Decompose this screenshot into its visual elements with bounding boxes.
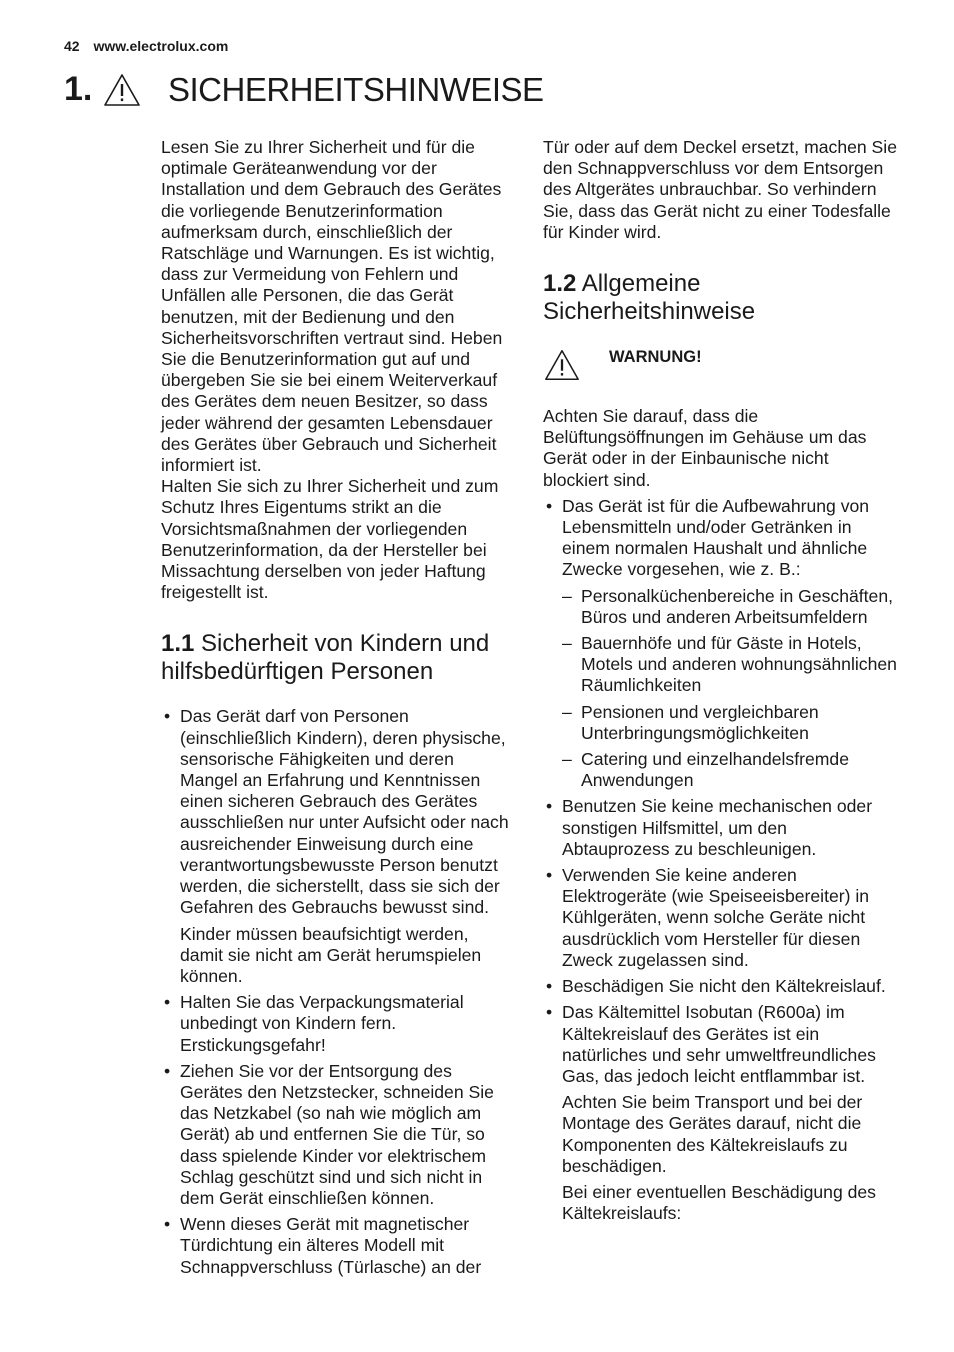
section-1-2-title: Allgemeine Sicherheitshinweise <box>543 270 756 326</box>
list-item-text: • Ziehen Sie vor der Entsorgung des Gerätes den Netzstecker, schneiden Sie das Netzkabel (so nah wie möglich am Gerät) ab und entfernen Sie die Tür, so dass spielende Kinder vor elektrischem Schlag geschützt sind und sich nicht in dem Gerät einschließen können. <box>180 1060 494 1208</box>
section-1-2-number: 1.2 <box>543 270 577 298</box>
sub-list-item: – Personalküchenbereiche in Geschäften, Büros und anderen Arbeitsumfeldern <box>562 586 897 628</box>
list-item-extra: Bei einer eventuellen Beschädigung des Kältekreislaufs: <box>562 1181 876 1224</box>
chapter-heading <box>64 70 544 109</box>
intro-paragraph-2: Halten Sie sich zu Ihrer Sicherheit und zum Schutz Ihres Eigentums strikt an die Vorsichtsmaßnahmen der vorliegenden Benutzerinformation, da der Hersteller bei Missachtung derselben von jeder Haftung freigestellt ist. <box>161 476 499 603</box>
section-1-2-list <box>543 496 897 1225</box>
list-item-text: • Halten Sie das Verpackungsmaterial unbedingt von Kindern fern. Erstickungsgefahr! <box>180 992 464 1055</box>
section-1-1-number: 1.1 <box>161 630 195 658</box>
list-item <box>161 706 513 987</box>
sub-list <box>562 586 897 792</box>
list-item-text: • Das Kältemittel Isobutan (R600a) im Kältekreislauf des Gerätes ist ein natürliches und sehr umweltfreundliches Gas, das jedoch leicht entflammbar ist. <box>562 1002 876 1086</box>
page-number: 42 <box>64 38 80 54</box>
section-1-1-list <box>161 706 513 1277</box>
right-column <box>543 137 897 1229</box>
list-item-text: • Benutzen Sie keine mechanischen oder sonstigen Hilfsmittel, um den Abtauprozess zu beschleunigen. <box>562 796 873 859</box>
page-header <box>64 38 228 54</box>
website-url: www.electrolux.com <box>93 38 229 54</box>
list-item <box>543 976 897 997</box>
warning-triangle-icon <box>543 347 581 383</box>
list-item-text: • Beschädigen Sie nicht den Kältekreislauf. <box>562 976 886 997</box>
list-item <box>161 1061 513 1209</box>
intro-paragraph-1: Lesen Sie zu Ihrer Sicherheit und für die optimale Geräteanwendung vor der Installation und dem Gebrauch des Gerätes die vorliegende Benutzerinformation aufmerksam durch, einschließlich der Ratschläge und Warnungen. Es ist wichtig, dass zur Vermeidung von Fehlern und Unfällen alle Personen, die das Gerät benutzen, mit der Bedienung und den Sicherheitsvorschriften vertraut sind. Heben Sie die Benutzerinformation gut auf und übergeben Sie sie bei einem Weiterverkauf des Gerätes dem neuen Besitzer, so dass jeder während der gesamten Lebensdauer des Gerätes über Gebrauch und Sicherheit informiert ist. <box>161 137 503 476</box>
section-1-1-title: Sicherheit von Kindern und hilfsbedürftigen Personen <box>161 630 490 686</box>
section-1-1-heading <box>161 630 513 686</box>
list-item-extra: Kinder müssen beaufsichtigt werden, damit sie nicht am Gerät herumspielen können. <box>180 923 482 986</box>
list-item <box>161 992 513 1056</box>
list-item-text: • Das Gerät darf von Personen (einschließlich Kindern), deren physische, sensorische Fähigkeiten und deren Mangel an Erfahrung und Kenntnissen einen sicheren Gebrauch des Gerätes ausschließen nur unter Aufsicht oder nach ausreichender Einweisung durch eine verantwortungsbewusste Person benutzt werden, die sicherstellt, dass sie sich der Gefahren des Gebrauchs bewusst sind. <box>180 706 509 918</box>
list-item-text: • Das Gerät ist für die Aufbewahrung von Lebensmitteln und/oder Getränken in einem normalen Haushalt und ähnliche Zwecke vorgesehen, wie z. B.: <box>562 495 870 580</box>
warning-label: WARNUNG! <box>609 348 702 367</box>
list-item-text: • Wenn dieses Gerät mit magnetischer Türdichtung ein älteres Modell mit Schnappverschluss (Türlasche) an der <box>180 1214 482 1277</box>
list-item-text: • Verwenden Sie keine anderen Elektrogeräte (wie Speiseeisbereiter) in Kühlgeräten, wenn solche Geräte nicht ausdrücklich vom Hersteller für diesen Zweck zugelassen sind. <box>562 865 870 970</box>
left-column <box>161 137 513 1283</box>
warning-triangle-icon <box>102 72 142 108</box>
section-1-2-heading <box>543 270 897 326</box>
warning-box <box>543 346 897 404</box>
sub-list-item: – Pensionen und vergleichbaren Unterbringungsmöglichkeiten <box>562 702 897 744</box>
list-item <box>543 1002 897 1224</box>
chapter-number: 1. <box>64 70 93 108</box>
section-1-2-intro: Achten Sie darauf, dass die Belüftungsöffnungen im Gehäuse um das Gerät oder in der Einbaunische nicht blockiert sind. <box>543 406 867 490</box>
continued-text: Tür oder auf dem Deckel ersetzt, machen Sie den Schnappverschluss vor dem Entsorgen des Altgerätes unbrauchbar. So verhindern Sie, dass das Gerät nicht zu einer Todesfalle für Kinder wird. <box>543 137 897 242</box>
chapter-title: SICHERHEITSHINWEISE <box>168 70 544 108</box>
sub-list-item: – Catering und einzelhandelsfremde Anwendungen <box>562 749 897 791</box>
list-item-extra: Achten Sie beim Transport und bei der Montage des Gerätes darauf, nicht die Komponenten des Kältekreislaufs zu beschädigen. <box>562 1092 863 1176</box>
list-item <box>543 865 897 971</box>
list-item <box>543 496 897 792</box>
list-item <box>161 1214 513 1278</box>
sub-list-item: – Bauernhöfe und für Gäste in Hotels, Motels und anderen wohnungsähnlichen Räumlichkeiten <box>562 633 897 697</box>
list-item <box>543 796 897 860</box>
